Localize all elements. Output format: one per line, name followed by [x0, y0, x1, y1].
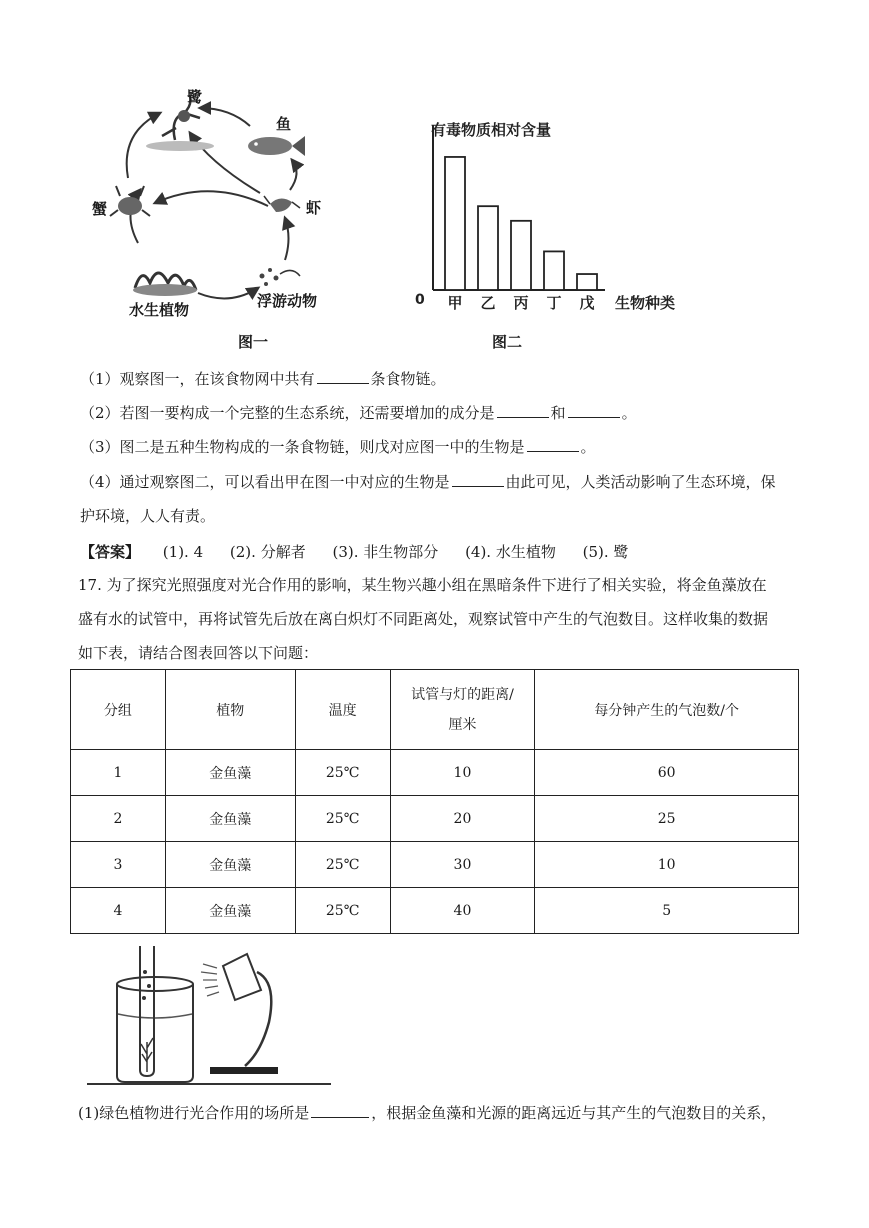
table-cell: 5: [535, 888, 799, 934]
table-cell: 25℃: [295, 796, 390, 842]
fish-icon: [248, 136, 305, 156]
arrow-plankton-to-shrimp: [285, 218, 289, 260]
x-tick-label: 丙: [513, 294, 529, 312]
bar-1: [445, 157, 465, 290]
arrow-shrimp-to-fish: [290, 160, 297, 190]
table-cell: 3: [71, 842, 166, 888]
aquatic-plant-icon: [133, 273, 197, 296]
table-cell: 30: [390, 842, 535, 888]
bar-5: [577, 274, 597, 290]
q17-stem-line3: 如下表，请结合图表回答以下问题：: [78, 644, 319, 662]
q17-stem-line1: 17. 为了探究光照强度对光合作用的影响，某生物兴趣小组在黑暗条件下进行了相关实验，将金鱼藻放在: [78, 576, 767, 594]
arrow-shrimp-to-heron: [190, 133, 260, 193]
arrow-plant-to-plankton: [198, 288, 258, 298]
table-cell: 25: [535, 796, 799, 842]
x-tick-label: 丁: [546, 294, 562, 312]
x-axis-label: 生物种类: [615, 294, 676, 312]
y-axis-label: 有毒物质相对含量: [431, 121, 552, 139]
plankton-icon: [260, 268, 301, 286]
table-header-row: [71, 670, 799, 750]
answer-blank[interactable]: [311, 1103, 369, 1118]
header-cell: 每分钟产生的气泡数/个: [535, 670, 799, 750]
answer-blank[interactable]: [527, 437, 579, 452]
experiment-apparatus-figure: [85, 942, 335, 1090]
node-crab: 蟹: [92, 200, 108, 218]
q17-part1: (1)绿色植物进行光合作用的场所是 ，根据金鱼藻和光源的距离远近与其产生的气泡数目的关系，: [78, 1104, 777, 1122]
answer-item: (3). 非生物部分: [332, 543, 439, 561]
heron-icon: [146, 96, 214, 151]
node-fish: 鱼: [276, 115, 292, 133]
header-cell: 温度: [295, 670, 390, 750]
x-tick-label: 乙: [480, 294, 496, 312]
table-cell: 金鱼藻: [165, 888, 295, 934]
bar-4: [544, 251, 564, 290]
table-cell: 4: [71, 888, 166, 934]
header-cell: 分组: [71, 670, 166, 750]
q16-part1: （1）观察图一，在该食物网中共有 条食物链。: [80, 370, 446, 388]
table-cell: 25℃: [295, 842, 390, 888]
q16-part4-continued: 护环境，人人有责。: [80, 507, 216, 525]
answer-label: 【答案】: [80, 543, 141, 561]
node-shrimp: 虾: [306, 199, 322, 217]
table-cell: 金鱼藻: [165, 750, 295, 796]
q16-part2: （2）若图一要构成一个完整的生态系统，还需要增加的成分是 和 。: [80, 404, 637, 422]
table-cell: 40: [390, 888, 535, 934]
answer-blank[interactable]: [568, 403, 620, 418]
x-tick-label: 甲: [447, 294, 463, 312]
answer-item: (2). 分解者: [229, 543, 306, 561]
arrow-shrimp-to-crab: [155, 191, 268, 206]
answer-line: [80, 541, 650, 562]
x-tick-label: 戊: [579, 294, 595, 312]
table-row: [71, 888, 799, 934]
table-cell: 25℃: [295, 888, 390, 934]
q16-part3: （3）图二是五种生物构成的一条食物链，则戊对应图一中的生物是 。: [80, 438, 596, 456]
table-cell: 10: [390, 750, 535, 796]
answer-item: (4). 水生植物: [465, 543, 556, 561]
table-cell: 10: [535, 842, 799, 888]
arrow-fish-to-heron: [200, 108, 250, 126]
food-web-figure: [80, 78, 370, 328]
bar-3: [511, 221, 531, 290]
q17-stem-line2: 盛有水的试管中，再将试管先后放在离白炽灯不同距离处，观察试管中产生的气泡数目。这样收集的数据: [78, 610, 769, 628]
figure1-caption: 图一: [238, 333, 269, 351]
table-cell: 60: [535, 750, 799, 796]
lamp-icon: [210, 954, 278, 1074]
light-rays-icon: [201, 964, 219, 996]
table-cell: 2: [71, 796, 166, 842]
answer-blank[interactable]: [452, 472, 504, 487]
crab-icon: [110, 186, 150, 216]
experiment-table: [70, 669, 799, 934]
table-row: [71, 750, 799, 796]
table-cell: 20: [390, 796, 535, 842]
header-cell: 植物: [165, 670, 295, 750]
table-cell: 1: [71, 750, 166, 796]
node-aquatic-plant: 水生植物: [129, 301, 190, 319]
answer-blank[interactable]: [497, 403, 549, 418]
shrimp-icon: [264, 196, 300, 212]
node-plankton: 浮游动物: [257, 292, 318, 310]
answer-item: (5). 鹭: [582, 543, 629, 561]
table-row: [71, 842, 799, 888]
table-cell: 金鱼藻: [165, 842, 295, 888]
test-tube-icon: [140, 946, 154, 1076]
bar-2: [478, 206, 498, 290]
table-cell: 25℃: [295, 750, 390, 796]
table-cell: 金鱼藻: [165, 796, 295, 842]
answer-blank[interactable]: [317, 369, 369, 384]
node-heron: 鹭: [187, 88, 203, 106]
table-row: [71, 796, 799, 842]
q16-part4: （4）通过观察图二，可以看出甲在图一中对应的生物是 由此可见，人类活动影响了生态环境，保: [80, 473, 776, 491]
figure2-caption: 图二: [492, 333, 523, 351]
origin-label: 0: [415, 292, 425, 308]
toxin-bar-chart: [405, 115, 705, 330]
answer-item: (1). 4: [162, 543, 204, 561]
header-cell: 试管与灯的距离/ 厘米: [390, 670, 535, 750]
